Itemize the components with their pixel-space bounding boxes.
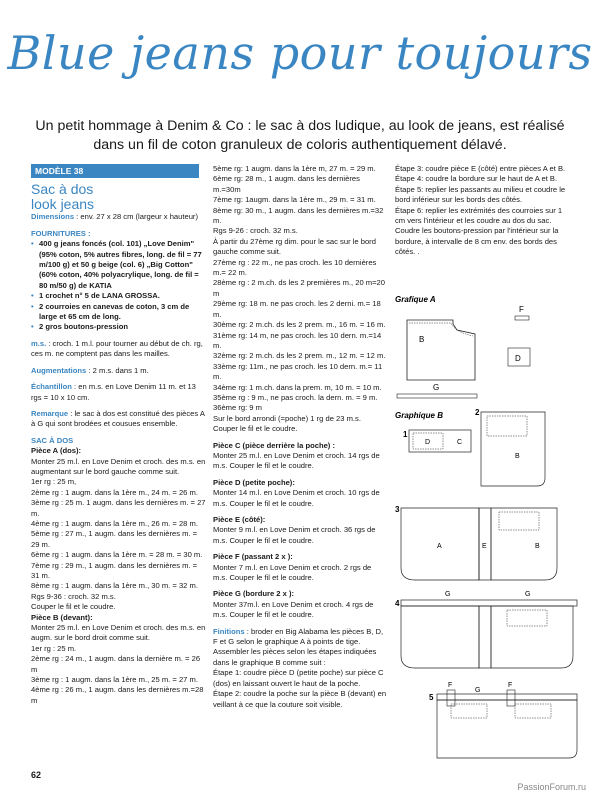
text-line: 5ème rg : 27 m., 1 augm. dans les dernières m. = 29 m. — [31, 529, 198, 549]
text-line: 29ème rg: 18 m. ne pas croch. les 2 derni. m.= 18 m. — [213, 299, 381, 319]
label-g-2: G — [445, 591, 451, 598]
text-line: 3ème rg : 25 m. 1 augm. dans les dernières m. = 27 m. — [31, 498, 206, 518]
column-3 — [395, 164, 573, 258]
piece-d-heading: Pièce D (petite poche): — [213, 477, 295, 487]
text-line: Étape 3: coudre pièce E (côté) entre pièces A et B. — [395, 164, 566, 173]
bordure-step4 — [401, 600, 577, 606]
label-f-2: F — [448, 682, 453, 689]
piece-b-shape — [407, 320, 475, 380]
label-e: E — [482, 543, 487, 550]
page-title: Blue jeans pour toujours — [7, 26, 593, 80]
label-b-2: B — [515, 453, 520, 460]
piece-g-shape — [397, 394, 477, 398]
passant-right — [507, 690, 515, 706]
step-2-number: 2 — [475, 408, 480, 417]
watermark: PassionForum.ru — [517, 782, 586, 792]
piece-g-heading: Pièce G (bordure 2 x ): — [213, 589, 295, 599]
text-line: Monter 25 m.l. en Love Denim et croch. 14 rgs de m.s. Couper le fil et le coudre. — [213, 450, 380, 471]
text-line: 7ème rg : 29 m., 1 augm. dans les dernières m. = 31 m. — [31, 560, 198, 580]
step-5-number: 5 — [429, 693, 434, 702]
sac-dos-heading: SAC À DOS — [31, 435, 74, 445]
step-4-number: 4 — [395, 599, 400, 608]
text-line: 6ème rg : 1 augm. dans la 1ère m. = 28 m. = 30 m. — [31, 550, 203, 560]
text-line: Monter 9 m.l. en Love Denim et croch. 36 rgs de m.s. Couper le fil et le coudre. — [213, 525, 376, 545]
modele-badge: MODÈLE 38 — [31, 164, 199, 178]
text-line: 2ème rg : 24 m., 1 augm. dans la dernière m. = 26 m — [31, 654, 201, 674]
text-line: 36ème rg: 9 m — [213, 403, 262, 413]
step-3-number: 3 — [395, 505, 400, 514]
text-line: Étape 1: coudre pièce D (petite poche) sur pièce C (dos) en laissant ouvert le haut de la poche. — [213, 668, 384, 688]
text-line: Étape 6: replier les extrémités des courroies sur 1 cm vers l'intérieur et les coudre au dos du sac. — [395, 205, 563, 226]
text-line: À partir du 27ème rg dim. pour le sac sur le bord gauche comme suit. — [213, 236, 376, 257]
text-line: Assembler les pièces selon les étapes indiquées dans le graphique B comme suit : — [213, 647, 377, 667]
piece-b-heading: Pièce B (devant): — [31, 612, 93, 622]
label-b: B — [419, 335, 425, 344]
label-b-3: B — [535, 543, 540, 550]
dimensions: Dimensions : env. 27 x 28 cm (largeur x hauteur) — [31, 212, 198, 222]
label-g-3: G — [525, 591, 531, 598]
pattern-title-2: look jeans — [31, 196, 95, 213]
column-1 — [31, 164, 206, 706]
text-line: 2ème rg : 1 augm. dans la 1ère m., 24 m. = 26 m. — [31, 487, 198, 497]
step-1-number: 1 — [403, 430, 408, 439]
label-g-4: G — [475, 687, 481, 694]
text-line: 4ème rg : 1 augm. dans la 1ère m., 26 m. = 28 m. — [31, 518, 198, 528]
supply-item: • 1 crochet n° 5 de LANA GROSSA. — [31, 291, 206, 301]
label-f: F — [519, 305, 524, 314]
text-line: 1er rg : 25 m, — [31, 477, 77, 487]
piece-b-step2 — [481, 412, 545, 486]
text-line: Sur le bord arrondi (=poche) 1 rg de 23 m.s. Couper le fil et le coudre. — [213, 413, 361, 434]
text-line: 27ème rg : 22 m., ne pas croch. les 10 dernières m.= 22 m. — [213, 257, 377, 278]
graphique-b-label: Graphique B — [395, 411, 444, 420]
rem-note: Remarque : le sac à dos est constitué des pièces A à G qui sont brodées et cousues ensemble. — [31, 408, 205, 429]
text-line: 28ème rg : 2 m.ch. ds les 2 premières m., 20 m=20 m — [213, 278, 385, 298]
pocket-step2 — [487, 416, 527, 436]
aug-note: Augmentations : 2 m.s. dans 1 m. — [31, 365, 149, 375]
text-line: 8ème rg: 30 m., 1 augm. dans les dernières m.=32 m. — [213, 205, 384, 226]
label-c: C — [457, 439, 463, 446]
text-line: 1er rg : 25 m. — [31, 643, 77, 653]
text-line: 5ème rg: 1 augm. dans la 1ère m, 27 m. = 29 m. — [213, 164, 376, 173]
text-line: 8ème rg : 1 augm. dans la 1ère m., 30 m. = 32 m. — [31, 581, 198, 591]
text-line: 35ème rg : 9 m., ne pas croch. la dern. m. = 9 m. — [213, 392, 378, 402]
supply-item: • 400 g jeans foncés (col. 101) „Love Denim" (95% coton, 5% autres fibres, long. de fil = 77 m/100 g) et 50 g beige (col. 6) „Big Cotton" (60% coton, 40% polyacrylique, long. de fil = 80 m/50 g) de KATIA — [31, 239, 206, 291]
text-line: Monter 7 m.l. en Love Denim et croch. 2 rgs de m.s. Couper le fil et le coudre. — [213, 562, 372, 583]
column-2 — [213, 164, 387, 710]
text-line: Étape 5: replier les passants au milieu et coudre le bord inférieur sur les bords des côtés. — [395, 184, 566, 205]
label-d-2: D — [425, 439, 431, 446]
label-d: D — [515, 354, 521, 363]
text-line: Monter 25 m.l. en Love Denim et croch. des m.s. en augmentant sur le bord gauche comme suit. — [31, 456, 206, 476]
text-line: Monter 25 m.l. en Love Denim et croch. des m.s. en augm. sur le bord droit comme suit. — [31, 623, 206, 643]
piece-a-heading: Pièce A (dos): — [31, 446, 82, 456]
intro-text: Un petit hommage à Denim & Co : le sac à dos ludique, au look de jeans, est réalisé dans un fil de coton granuleux de coloris authentiquement délavé. — [35, 118, 565, 153]
label-f-3: F — [508, 682, 513, 689]
supply-item: • 2 gros boutons-pression — [31, 322, 206, 332]
text-line: Étape 2: coudre la poche sur la pièce B (devant) en veillant à ce que la couture soit visible. — [213, 689, 387, 709]
text-line: 34ème rg: 1 m.ch. dans la prem. m, 10 m. = 10 m. — [213, 382, 382, 392]
text-line: Couper le fil et le coudre. — [31, 602, 116, 612]
grafique-a-label: Grafique A — [395, 295, 436, 304]
text-line: Rgs 9-36 : croch. 32 m.s. — [31, 591, 116, 601]
label-a: A — [437, 543, 442, 550]
text-line: 7ème rg: 1augm. dans la 1ère m., 29 m. = 31 m. — [213, 195, 376, 205]
pocket-step3 — [499, 512, 539, 530]
text-line: Monter 14 m.l. en Love Denim et croch. 10 rgs de m.s. Couper le fil et le coudre. — [213, 488, 380, 508]
text-line: 6ème rg: 28 m., 1 augm. dans les dernières m.=30m — [213, 174, 360, 194]
ms-note: m.s. : croch. 1 m.l. pour tourner au début de ch. rg, ces m. ne comptent pas dans les mailles. — [31, 338, 203, 359]
text-line: 33ème rg: 11m., ne pas croch. les 10 dern. m.= 11 m. — [213, 361, 383, 382]
text-line: 3ème rg : 1 augm. dans la 1ère m., 25 m. = 27 m. — [31, 675, 198, 685]
piece-b-step3 — [491, 508, 557, 580]
piece-c-heading: Pièce C (pièce derrière la poche) : — [213, 440, 335, 450]
assembly-diagrams — [395, 290, 585, 760]
pattern-title-1: Sac à dos — [31, 181, 94, 198]
label-g: G — [433, 383, 440, 392]
text-line: 4ème rg : 26 m., 1 augm. dans les dernières m.=28 m — [31, 685, 204, 705]
fournitures-heading: FOURNITURES : — [31, 228, 91, 238]
text-line: 32ème rg: 2 m.ch. ds les 2 prem. m., 12 m. = 12 m. — [213, 351, 386, 361]
piece-f-heading: Pièce F (passant 2 x ): — [213, 552, 293, 562]
page-number: 62 — [31, 770, 42, 780]
ech-note: Échantillon : en m.s. en Love Denim 11 m. et 13 rgs = 10 x 10 cm. — [31, 382, 196, 402]
piece-e-heading: Pièce E (côté): — [213, 515, 266, 524]
text-line: Étape 4: coudre la bordure sur le haut de A et B. — [395, 174, 558, 184]
supply-item: • 2 courroies en canevas de coton, 3 cm de large et 65 cm de long. — [31, 302, 206, 323]
finitions: Finitions : broder en Big Alabama les pièces B, D, F et G selon le graphique A à points de tige. — [213, 626, 384, 647]
text-line: Rgs 9-26 : croch. 32 m.s. — [213, 226, 298, 236]
text-line: Monter 37m.l. en Love Denim et croch. 4 rgs de m.s. Couper le fil et le coudre. — [213, 599, 374, 620]
text-line: 31ème rg: 14 m, ne pas croch. les 10 dern. m.=14 m. — [213, 330, 382, 350]
text-line: 30ème rg: 2 m.ch. ds les 2 prem. m., 16 m. = 16 m. — [213, 320, 386, 330]
text-line: Coudre les boutons-pression par l'intérieur sur la bordure, à intervalle de 8 cm env. des bords des côtés. . — [395, 226, 559, 257]
passant-left — [447, 690, 455, 706]
piece-f-shape — [515, 316, 529, 320]
